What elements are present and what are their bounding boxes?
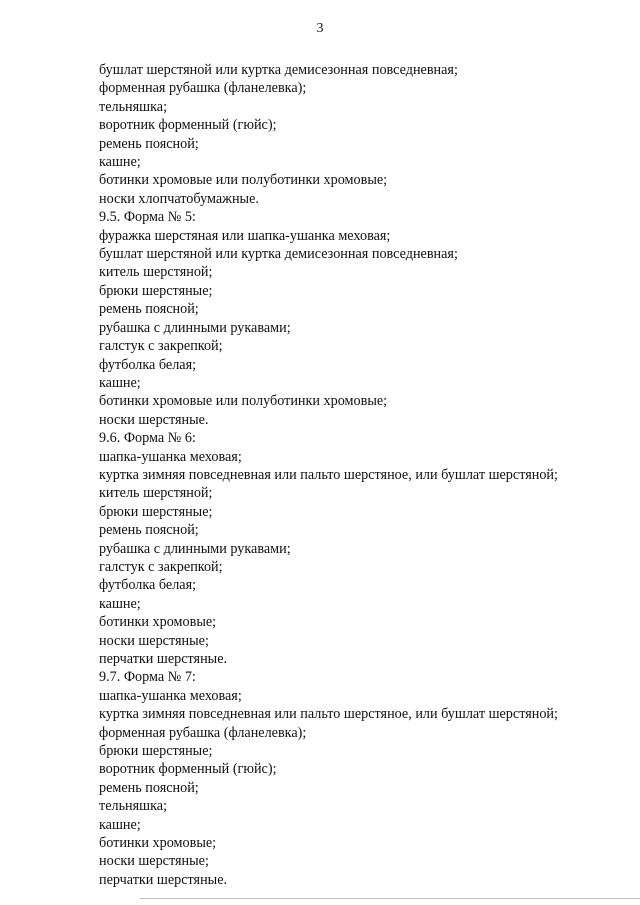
list-item: рубашка с длинными рукавами;	[99, 540, 291, 557]
list-item: носки шерстяные.	[99, 411, 209, 428]
page-number: 3	[316, 21, 324, 36]
list-item: бушлат шерстяной или куртка демисезонная повседневная;	[99, 246, 458, 263]
list-item: рубашка с длинными рукавами;	[99, 319, 291, 336]
list-item: ремень поясной;	[99, 135, 199, 152]
list-item: ремень поясной;	[99, 779, 199, 796]
list-item: брюки шерстяные;	[99, 503, 213, 520]
list-item: галстук с закрепкой;	[99, 338, 223, 355]
list-item: шапка-ушанка меховая;	[99, 448, 242, 465]
list-item: куртка зимняя повседневная или пальто шерстяное, или бушлат шерстяной;	[99, 706, 558, 723]
list-item: фуражка шерстяная или шапка-ушанка меховая;	[99, 227, 391, 244]
list-item: кашне;	[99, 154, 141, 171]
list-item: шапка-ушанка меховая;	[99, 687, 242, 704]
section-heading-form-7: 9.7. Форма № 7:	[99, 669, 196, 686]
list-item: китель шерстяной;	[99, 264, 213, 281]
list-item: форменная рубашка (фланелевка);	[99, 80, 307, 97]
list-item: носки шерстяные;	[99, 632, 209, 649]
list-item: ботинки хромовые;	[99, 835, 217, 852]
list-item: бушлат шерстяной или куртка демисезонная повседневная;	[99, 62, 458, 78]
list-item: форменная рубашка (фланелевка);	[99, 724, 307, 741]
list-item: носки шерстяные;	[99, 853, 209, 870]
list-item: футболка белая;	[99, 577, 197, 594]
list-item: футболка белая;	[99, 356, 197, 373]
list-item: воротник форменный (гюйс);	[99, 117, 277, 134]
list-item: тельняшка;	[99, 798, 168, 815]
section-heading-form-5: 9.5. Форма № 5:	[99, 209, 196, 226]
list-item: кашне;	[99, 595, 141, 612]
list-item: перчатки шерстяные.	[99, 651, 228, 667]
list-item: брюки шерстяные;	[99, 282, 213, 299]
list-item: носки хлопчатобумажные.	[99, 190, 259, 207]
list-item: ремень поясной;	[99, 522, 199, 539]
document-body	[99, 61, 619, 889]
list-item: кашне;	[99, 816, 141, 833]
list-item: кашне;	[99, 374, 141, 391]
list-item: перчатки шерстяные.	[99, 871, 228, 888]
list-item: тельняшка;	[99, 98, 168, 115]
page-bottom-edge	[140, 898, 640, 899]
list-item: галстук с закрепкой;	[99, 558, 223, 575]
list-item: воротник форменный (гюйс);	[99, 761, 277, 778]
list-item: ботинки хромовые или полуботинки хромовые;	[99, 172, 388, 189]
list-item: ботинки хромовые или полуботинки хромовые;	[99, 393, 388, 410]
list-item: ботинки хромовые;	[99, 614, 217, 631]
list-item: куртка зимняя повседневная или пальто шерстяное, или бушлат шерстяной;	[99, 466, 558, 483]
list-item: китель шерстяной;	[99, 485, 213, 502]
list-item: брюки шерстяные;	[99, 743, 213, 760]
section-heading-form-6: 9.6. Форма № 6:	[99, 430, 196, 447]
list-item: ремень поясной;	[99, 301, 199, 318]
